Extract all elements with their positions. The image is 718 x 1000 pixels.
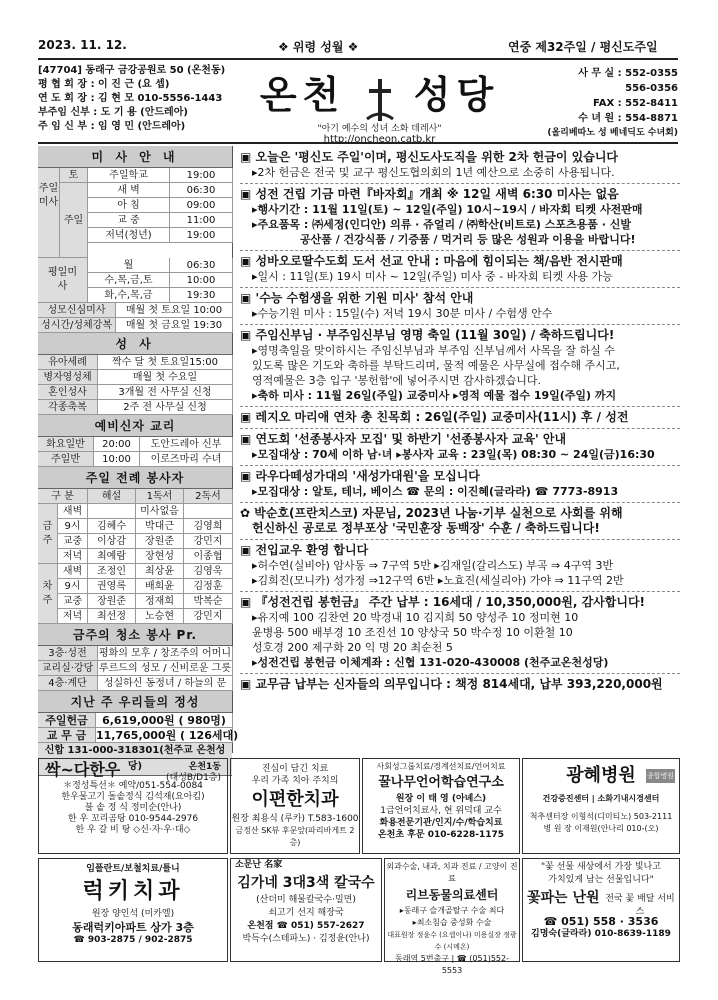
weekday-mass-table xyxy=(38,258,232,303)
sacrament-info: 짝수 달 첫 토요일15:00 xyxy=(98,355,233,370)
ad-detail: ☎ 903-2875 / 902-2875 xyxy=(73,935,193,945)
news-detail: ▸모집대상 : 70세 이하 남·녀 ▸봉사자 교육 : 23일(목) 08:30 ~ 24일(금)16:30 xyxy=(252,448,655,461)
offering-value: 6,619,000원 ( 980명) xyxy=(96,713,233,728)
offering-value: 11,765,000원 ( 126세대) xyxy=(96,729,239,742)
ad-title: 럭키치과 xyxy=(82,879,184,904)
ad-detail: 동래역 5번출구 | ☎ (051)552-5553 xyxy=(395,954,509,975)
reader: 최선정 xyxy=(88,609,136,624)
class-time: 20:00 xyxy=(94,437,140,452)
class-teacher: 도안드레아 신부 xyxy=(140,437,233,452)
catechism-title: 예비신자 교리 xyxy=(38,415,232,437)
reader: 김영희 xyxy=(184,519,233,534)
news-headline: 주임신부님 · 부주임신부님 영명 축일 (11월 30일) / 축하드립니다! xyxy=(255,328,615,342)
sacrament-info: 3개월 전 사무실 신청 xyxy=(98,385,233,400)
ad-detail: 원장 양인석 (미카엘) xyxy=(91,909,175,919)
news-headline: 『성전건립 봉헌금』 주간 납부 : 16세대 / 10,350,000원, 감사합니다! xyxy=(255,595,646,609)
slot: 저녁 xyxy=(58,609,88,624)
parish-address-block xyxy=(38,64,250,134)
pastor: 주 임 신 부 : 임 영 민 (안드레아) xyxy=(38,121,186,132)
ad-title: 광혜병원 xyxy=(566,765,636,786)
news-headline: 오늘은 '평신도 주일'이며, 평신도사도직을 위한 2차 헌금이 있습니다 xyxy=(255,150,619,164)
news-item: ▣ 레지오 마리애 연차 총 친목회 : 26일(주일) 교중미사(11시) 후 / 성전 xyxy=(240,410,629,424)
ad-speech-center xyxy=(362,758,520,854)
ad-detail: "꽃 선물 새상에서 가장 빛나고 xyxy=(541,862,661,872)
news-item: ▣ 주임신부님 · 부주임신부님 영명 축일 (11월 30일) / 축하드립니다! ▸영명축일을 맞이하시는 주임신부님과 부주임 신부님께서 사목을 잘 하실 수 있도록 많은 기도와 축하를 부탁드리며, 물적 예물은 사무실에 접수해 주시고, 영적예물은 3층 입구 '봉헌함'에 넣어주시면 감사하겠습니다. ▸축하 미사 : 11월 26일(주일) 교중미사 ▸영적 예물 접수 19일(주일) 까지 xyxy=(240,328,680,403)
team: 성실하신 동정녀 / 하늘의 문 xyxy=(98,676,233,691)
reader: 미사없음 xyxy=(136,504,184,519)
news-headline: 박순호(프란치스코) 자문님, 2023년 나눔·기부 실천으로 사회를 위해 xyxy=(254,506,623,520)
mass-time: 19:30 xyxy=(170,288,233,303)
news-item: ▣ 라우다떼성가대의 '새성가대원'을 모십니다 ▸모집대상 : 알토, 테너, 베이스 ☎ 문의 : 이진혜(글라라) ☎ 7773-8913 xyxy=(240,469,680,499)
season-label: ❖ 위령 성월 ❖ xyxy=(278,40,359,54)
news-item: ▣ 성전 건립 기금 마련『바자회』개최 ※ 12일 새벽 6:30 미사는 없음 ▸행사기간 : 11월 11일(토) ~ 12일(주일) 10시~19시 / 바자회 티켓 사전판매 ▸주요품목 : ㈜세정(인디안) 의류 · 쥬얼리 / ㈜학산(비트로) 스포츠용품 · 신발 공산품 / 건강식품 / 기증품 / 먹거리 등 많은 성원과 이용을 바랍니다! xyxy=(240,187,680,247)
mass-name: 새 벽 xyxy=(88,183,170,198)
ad-detail: ☎ 051) 558 · 3536 xyxy=(543,915,659,928)
fax: FAX : 552-8411 xyxy=(593,98,678,109)
ad-title: 리브동물의료센터 xyxy=(405,888,499,902)
special-mass-time: 매월 첫 토요일 10:00 xyxy=(116,303,233,318)
ad-title: 싹~다한우 xyxy=(45,760,121,779)
ad-detail: 온천1동 xyxy=(188,762,221,772)
area: 4층·계단 xyxy=(38,676,98,691)
ad-detail: ▸최소침습 중성화 수술 xyxy=(412,918,492,927)
sacrament-info: 2주 전 사무실 신청 xyxy=(98,400,233,415)
ad-detail: 대표원장 정윤수 (요셉이나) 미용실장 정광수 (시메온) xyxy=(387,931,517,951)
special-mass-time: 매월 첫 금요일 19:30 xyxy=(116,318,233,333)
class-name: 주일반 xyxy=(38,452,94,467)
news-headline: 교무금 납부는 신자들의 의무입니다 : 책정 814세대, 납부 393,220,000원 xyxy=(255,677,663,691)
news-detail: ▸김희진(모니카) 성가정 ⇒12구역 6반 ▸노효진(세실리아) 가야 ⇒ 11구역 2반 xyxy=(252,574,624,587)
issue-bar xyxy=(38,38,678,55)
slot: 저녁 xyxy=(58,549,88,564)
sunday-label: 연중 제32주일 / 평신도주일 xyxy=(508,40,658,54)
slot: 9시 xyxy=(58,579,88,594)
account-number: 신합 131-000-318301(천주교 온천성당) xyxy=(38,743,232,776)
patron-saint: "아기 예수의 성녀 소화 데레사" xyxy=(317,124,442,134)
slot: 새벽 xyxy=(58,504,88,519)
reader: 정재희 xyxy=(136,594,184,609)
news-headline: 성바오로딸수도회 도서 선교 안내 : 마음에 힘이되는 책/음반 전시판매 xyxy=(255,254,623,268)
news-detail: 헌신하신 공로로 정부포상 '국민훈장 동백장' 수훈 / 축하드립니다! xyxy=(252,521,600,535)
ad-detail: 금정산 SK뷰 후문앞(파리바게트 2층) xyxy=(235,826,355,847)
team: 루르드의 성모 / 신비로운 그릇 xyxy=(98,663,231,674)
parish-title xyxy=(252,64,507,119)
ad-detail: ▸동래구 슬개골탈구 수술 최다 xyxy=(399,906,505,915)
ad-dental-2 xyxy=(38,858,228,962)
ad-detail: 진심이 담긴 치료 xyxy=(261,764,329,774)
ad-detail: 전국 꽃 배달 서비스 xyxy=(605,894,675,917)
news-item: ▣ 성바오로딸수도회 도서 선교 안내 : 마음에 힘이되는 책/음반 전시판매 ▸일시 : 11일(토) 19시 미사 ~ 12일(주일) 미사 중 - 바자회 티켓 사용 가능 xyxy=(240,254,680,284)
reader: 이상감 xyxy=(88,534,136,549)
mass-day: 수,목,금,토 xyxy=(88,273,170,288)
news-headline: 라우다떼성가대의 '새성가대원'을 모십니다 xyxy=(255,469,480,483)
team: 평화의 모후 / 창조주의 어머니 xyxy=(98,648,231,659)
news-item: ▣ 『성전건립 봉헌금』 주간 납부 : 16세대 / 10,350,000원, 감사합니다! ▸유지예 100 김찬연 20 박경내 10 김지희 50 양성주 10 정미현 10 윤병용 500 배부경 10 조진선 10 양상국 50 박수정 10 이환철 10 성호경 200 제구화 20 익 명 20 최순천 5 ▸성전건립 봉헌금 이체계좌 : 신협 131-020-430008 (천주교온천성당) xyxy=(240,595,680,670)
sat-mass-name: 주일학교 xyxy=(88,168,170,183)
news-headline: 성전 건립 기금 마련『바자회』개최 ※ 12일 새벽 6:30 미사는 없음 xyxy=(255,187,619,201)
mass-day: 화,수,목,금 xyxy=(88,288,170,303)
parish-logo xyxy=(252,60,507,144)
reader xyxy=(184,504,233,519)
ad-detail: 온천점 ☎ 051) 557-2627 xyxy=(247,921,365,931)
news-item: ▣ 오늘은 '평신도 주일'이며, 평신도사도직을 위한 2차 헌금이 있습니다 ▸2차 헌금은 전국 및 교구 평신도협의회의 1년 예산으로 소중히 사용됩니다. xyxy=(240,150,680,180)
assistant-priest: 부주임 신부 : 도 기 용 (안드레아) xyxy=(38,107,188,118)
news-item: ✿ 박순호(프란치스코) 자문님, 2023년 나눔·기부 실천으로 사회를 위해 헌신하신 공로로 정부포상 '국민훈장 동백장' 수훈 / 축하드립니다! xyxy=(240,506,680,536)
news-detail: ▸일시 : 11일(토) 19시 미사 ~ 12일(주일) 미사 중 - 바자회 티켓 사용 가능 xyxy=(252,270,613,283)
news-detail: ▸주요품목 : ㈜세정(인디안) 의류 · 쥬얼리 / ㈜학산(비트로) 스포츠용품 · 신발 xyxy=(252,218,631,231)
class-teacher: 이로즈마리 수녀 xyxy=(140,452,233,467)
news-item: ▣ 교무금 납부는 신자들의 의무입니다 : 책정 814세대, 납부 393,220,000원 xyxy=(240,677,663,691)
news-detail: 영적예물은 3층 입구 '봉헌함'에 넣어주시면 감사하겠습니다. xyxy=(252,374,542,387)
news-item: ▣ 연도회 '선종봉사자 모집' 및 하반기 '선종봉사자 교육' 안내 ▸모집대상 : 70세 이하 남·녀 ▸봉사자 교육 : 23일(목) 08:30 ~ 24일(금)16:30 xyxy=(240,432,680,462)
mass-name: 저녁(청년) xyxy=(88,228,170,243)
slot: 9시 xyxy=(58,519,88,534)
ad-detail: 한우물고기 돌솥정식 김석재(요아킴) xyxy=(61,792,205,802)
sunday-mass-label: 주일미사 xyxy=(38,168,60,258)
ad-badge: 종합병원 xyxy=(646,769,675,783)
sacrament-name: 혼인성사 xyxy=(38,385,98,400)
office-phone: 사 무 실 : 552-0355 xyxy=(578,68,678,79)
news-detail: ▸허수연(실비아) 암사동 ⇒ 7구역 5반 ▸김재일(갈리스도) 부곡 ⇒ 4구역 3반 xyxy=(252,559,614,572)
area: 교리실·강당 xyxy=(38,661,98,676)
ad-florist xyxy=(522,858,680,962)
news-detail: ▸2차 헌금은 전국 및 교구 평신도협의회의 1년 예산으로 소중히 사용됩니다. xyxy=(252,166,615,179)
contact-block xyxy=(508,66,678,141)
this-week-label: 금주 xyxy=(38,504,58,564)
news-detail: ▸영명축일을 맞이하시는 주임신부님과 부주임 신부님께서 사목을 잘 하실 수 xyxy=(252,344,615,357)
title-right: 성당 xyxy=(413,72,500,117)
mass-name: 교 중 xyxy=(88,213,170,228)
news-headline: 연도회 '선종봉사자 모집' 및 하반기 '선종봉사자 교육' 안내 xyxy=(255,432,567,446)
ad-detail: 한 우 꼬리곰탕 010-9544-2976 xyxy=(67,814,199,824)
news-detail: ▸모집대상 : 알토, 테너, 베이스 ☎ 문의 : 이진혜(글라라) ☎ 7773-8913 xyxy=(252,485,619,498)
reader: 최상윤 xyxy=(136,564,184,579)
mass-table xyxy=(38,168,232,258)
slot: 교중 xyxy=(58,534,88,549)
sacrament-title: 성 사 xyxy=(38,333,232,355)
ad-title: 김가네 3대3색 칼국수 xyxy=(237,875,375,891)
news-detail: ▸유지예 100 김찬연 20 박경내 10 김지희 50 양성주 10 정미현 10 xyxy=(252,611,579,624)
news-detail: ▸행사기간 : 11월 11일(토) ~ 12일(주일) 10시~19시 / 바자회 티켓 사전판매 xyxy=(252,203,643,216)
weekday-mass-label: 평일미사 xyxy=(38,258,88,303)
ad-detail: 우리 가족 치아 주치의 xyxy=(251,776,339,786)
news-detail: 있도록 많은 기도와 축하를 부탁드리며, 물적 예물은 사무실에 접수해 주시고, xyxy=(252,359,620,372)
special-mass-name: 성모신심미사 xyxy=(38,303,116,318)
ad-detail: 쇠고기 선지 해장국 xyxy=(268,908,344,918)
reader: 김정훈 xyxy=(184,579,233,594)
ad-hospital xyxy=(522,758,680,854)
class-name: 화요일반 xyxy=(38,437,94,452)
mass-title: 미 사 안 내 xyxy=(38,146,232,168)
sacrament-name: 유아세례 xyxy=(38,355,98,370)
reader xyxy=(88,504,136,519)
special-mass-table xyxy=(38,303,232,333)
mass-time: 10:00 xyxy=(170,273,233,288)
mass-time: 19:00 xyxy=(170,228,233,243)
reader: 김혜수 xyxy=(88,519,136,534)
cleaning-title: 금주의 청소 봉사 Pr. xyxy=(38,624,232,646)
parish-url[interactable]: http://oncheon.catb.kr xyxy=(323,134,436,145)
ad-detail: 한 우 갈 비 탕 ◇신·자·우·대◇ xyxy=(75,825,191,835)
col-head: 구 분 xyxy=(38,489,88,504)
ad-detail: (산더미 해물칼국수·밀면) xyxy=(256,895,356,905)
mass-time: 06:30 xyxy=(170,258,233,273)
ad-detail: (대성B/D1층) xyxy=(166,773,221,783)
next-week-label: 차주 xyxy=(38,564,58,624)
ad-dental-1 xyxy=(230,758,360,854)
news-detail: 공산품 / 건강식품 / 기증품 / 먹거리 등 많은 성원과 이용을 바랍니다! xyxy=(300,233,636,246)
mass-time: 06:30 xyxy=(170,183,233,198)
ad-detail: 불 솥 정 식 정미순(안나) xyxy=(84,803,182,813)
sacrament-table xyxy=(38,355,232,415)
col-head: 해설 xyxy=(88,489,136,504)
reader: 김영욱 xyxy=(184,564,233,579)
ad-detail: 박득수(스테파노) · 김정윤(안나) xyxy=(242,934,370,944)
mass-day: 월 xyxy=(88,258,170,273)
reader: 배희윤 xyxy=(136,579,184,594)
ad-detail: 사회성그룹치료/경계선치료/언어치료 xyxy=(376,762,506,771)
reader: 강민지 xyxy=(184,609,233,624)
ad-detail: 온천초 후문 010-6228-1175 xyxy=(377,830,505,840)
ad-detail: 동래럭키아파트 상가 3층 xyxy=(72,921,194,934)
cleaning-table xyxy=(38,646,232,691)
class-time: 10:00 xyxy=(94,452,140,467)
news-item: ▣ 전입교우 환영 합니다 ▸허수연(실비아) 암사동 ⇒ 7구역 5반 ▸김재일(갈리스도) 부곡 ⇒ 4구역 3반 ▸김희진(모니카) 성가정 ⇒12구역 6반 ▸노효진(세실리아) 가야 ⇒ 11구역 2반 xyxy=(240,543,680,588)
issue-date: 2023. 11. 12. xyxy=(38,38,127,52)
reader: 노승현 xyxy=(136,609,184,624)
reader: 장원준 xyxy=(88,594,136,609)
ad-detail: 외과수술, 내과, 치과 진료 / 고양이 진료 xyxy=(386,862,518,883)
convent-phone: 수 녀 원 : 554-8871 xyxy=(578,113,678,124)
reader: 박대근 xyxy=(136,519,184,534)
servers-table xyxy=(38,489,232,624)
col-head: 1독서 xyxy=(136,489,184,504)
area: 3층·성전 xyxy=(38,646,98,661)
ad-detail: 척추센터장 이형석(디미티노) 503-2111 xyxy=(529,812,673,821)
sat-label: 토 xyxy=(60,168,88,183)
mass-time: 09:00 xyxy=(170,198,233,213)
ad-title: 꿀나무언어학습연구소 xyxy=(378,775,504,790)
reader: 장현성 xyxy=(136,549,184,564)
ad-title: 꽃파는 난원 xyxy=(527,890,600,906)
reader: 조정인 xyxy=(88,564,136,579)
ad-title: 이편한치과 xyxy=(251,789,339,810)
masthead xyxy=(38,58,678,144)
ad-detail: 소문난 名家 xyxy=(235,860,283,870)
reader: 이종협 xyxy=(184,549,233,564)
ad-detail: 원장 최용식 (루카) T.583-1600 xyxy=(231,814,359,824)
sun-label: 주일 xyxy=(60,183,88,258)
offering-title: 지난 주 우리들의 정성 xyxy=(38,691,232,713)
news-detail: 성호경 200 제구화 20 익 명 20 최순천 5 xyxy=(252,641,453,654)
announcements xyxy=(240,150,680,755)
ad-detail: 병 원 장 이재원(안나리 010-(오) xyxy=(543,824,659,833)
council-president: 평 협 회 장 : 이 진 근 (요 셉) xyxy=(38,79,170,90)
cross-icon xyxy=(365,79,395,119)
sat-mass-time: 19:00 xyxy=(170,168,233,183)
news-detail: ▸수능기원 미사 : 15일(수) 저녁 19시 30분 미사 / 수험생 안수 xyxy=(252,307,553,320)
ad-detail: 김명숙(글라라) 010-8639-1189 xyxy=(531,929,671,939)
ad-detail: ＊정성특선＊ 예약/051-554-0084 xyxy=(63,781,203,791)
offering-table xyxy=(38,713,239,743)
sacrament-info: 매월 첫 수요일 xyxy=(98,370,233,385)
special-mass-name: 성시간/성체강복 xyxy=(38,318,116,333)
news-headline: 전입교우 환영 합니다 xyxy=(255,543,369,557)
reader: 장원준 xyxy=(136,534,184,549)
ad-vet xyxy=(384,858,520,975)
servers-title: 주일 전례 봉사자 xyxy=(38,467,232,489)
news-headline: '수능 수험생을 위한 기원 미사' 참석 안내 xyxy=(255,291,474,305)
ad-detail: 원장 이 태 영 (아녜스) xyxy=(395,794,487,804)
mass-name: 아 침 xyxy=(88,198,170,213)
ad-detail: 가치있게 남는 선물입니다" xyxy=(548,875,654,885)
offering-label: 주일헌금 xyxy=(38,713,96,728)
offering-label: 교 무 금 xyxy=(38,728,96,743)
news-headline: 레지오 마리애 연차 총 친목회 : 26일(주일) 교중미사(11시) 후 / 성전 xyxy=(255,410,629,424)
news-item: ▣ '수능 수험생을 위한 기원 미사' 참석 안내 ▸수능기원 미사 : 15일(수) 저녁 19시 30분 미사 / 수험생 안수 xyxy=(240,291,680,321)
sacrament-name: 각종축복 xyxy=(38,400,98,415)
ad-detail: 화용전문기관/인지/수/학습치료 xyxy=(379,818,503,828)
reader: 박복순 xyxy=(184,594,233,609)
mass-time: 11:00 xyxy=(170,213,233,228)
reader: 강민지 xyxy=(184,534,233,549)
sacrament-name: 병자영성체 xyxy=(38,370,98,385)
title-left: 온천 xyxy=(259,72,346,117)
convent-name: (올리베따노 성 베네딕도 수녀회) xyxy=(547,128,678,138)
office-phone-2: 556-0356 xyxy=(625,83,678,94)
reader: 최예람 xyxy=(88,549,136,564)
reader: 권영록 xyxy=(88,579,136,594)
ad-detail: 임플란트/보철치료/틀니 xyxy=(86,864,180,874)
ad-noodle xyxy=(230,858,382,962)
address-line: [47704] 동래구 금강공원로 50 (온천동) xyxy=(38,65,226,76)
memorial-president: 연 도 회 장 : 김 현 모 010-5556-1443 xyxy=(38,93,223,104)
slot: 교중 xyxy=(58,594,88,609)
ad-restaurant xyxy=(38,758,228,854)
ad-detail: 1급언어치료사, 현 위덕대 교수 xyxy=(380,806,502,816)
slot: 새벽 xyxy=(58,564,88,579)
news-detail: 윤병용 500 배부경 10 조진선 10 양상국 50 박수정 10 이환철 10 xyxy=(252,626,573,639)
ad-detail: 건강증진센터 | 소화기내시경센터 xyxy=(542,794,660,803)
news-detail: ▸성전건립 봉헌금 이체계좌 : 신협 131-020-430008 (천주교온천성당) xyxy=(252,656,609,669)
col-head: 2독서 xyxy=(184,489,233,504)
catechism-table xyxy=(38,437,232,467)
news-detail: ▸축하 미사 : 11월 26일(주일) 교중미사 ▸영적 예물 접수 19일(주일) 까지 xyxy=(252,389,617,402)
